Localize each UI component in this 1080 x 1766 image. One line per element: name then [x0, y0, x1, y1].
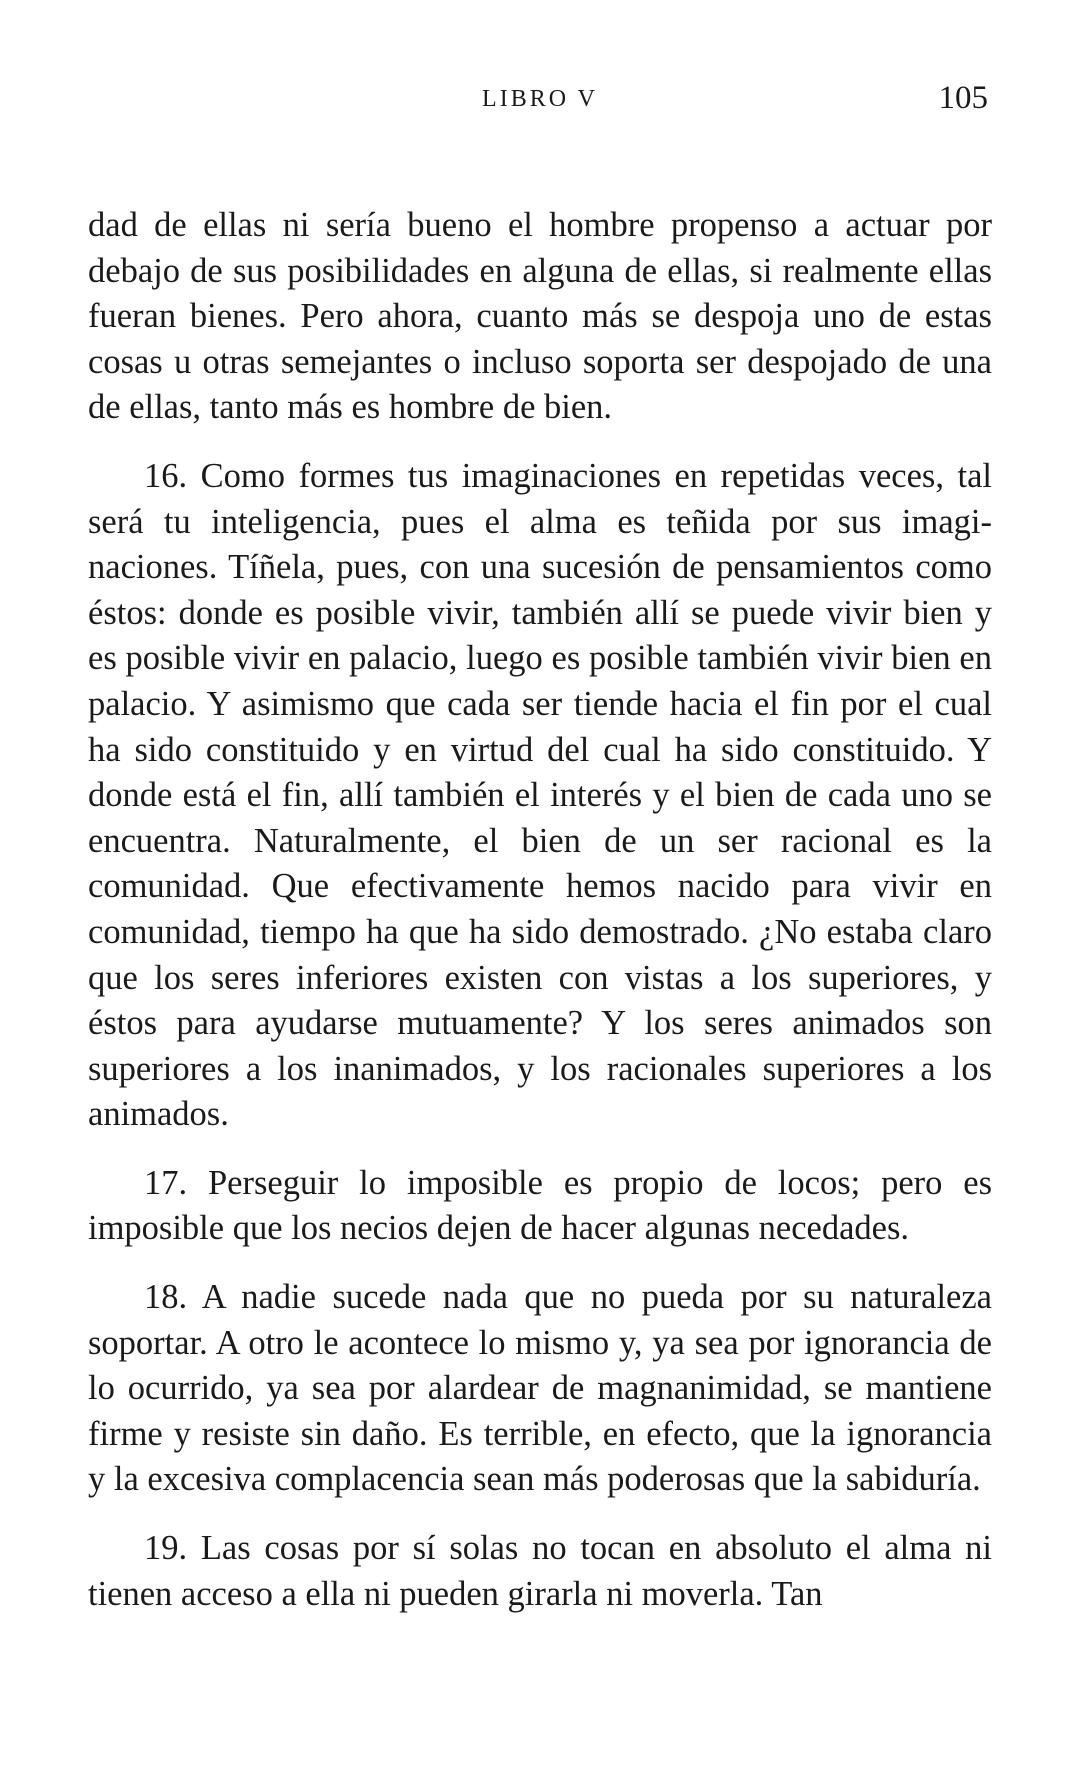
paragraph-16: 16. Como formes tus imaginaciones en repetidas veces, tal será tu inteligencia, pues el alma es teñida por sus imaginaciones. Tíñela, pues, con una sucesión de pensamientos como éstos: donde es posible vivir, también allí se puede vivir bien y es posible vivir en palacio, luego es posible también vivir bien en palacio. Y asimismo que cada ser tiende hacia el fin por el cual ha sido constituido y en virtud del cual ha sido constituido. Y donde está el fin, allí también el interés y el bien de cada uno se encuentra. Naturalmente, el bien de un ser racional es la comunidad. Que efectivamente hemos nacido para vivir en comunidad, tiempo ha que ha sido demostrado. ¿No estaba claro que los seres inferiores existen con vistas a los superiores, y éstos para ayudarse mutuamente? Y los seres animados son superiores a los inanimados, y los racionales superiores a los animados.	[88, 456, 992, 1134]
paragraph-18: 18. A nadie sucede nada que no pueda por su naturaleza soportar. A otro le acontece lo mismo y, ya sea por ignorancia de lo ocurrido, ya sea por alardear de magnanimidad, se mantiene firme y resiste sin daño. Es terrible, en efecto, que la ignorancia y la excesiva complacencia sean más poderosas que la sabiduría.	[88, 1278, 992, 1499]
page-number: 105	[938, 80, 988, 116]
book-page	[88, 0, 992, 1617]
paragraph-19: 19. Las cosas por sí solas no tocan en absoluto el alma ni tienen acceso a ella ni pueden girarla ni moverla. Tan	[88, 1529, 992, 1613]
paragraph-17: 17. Perseguir lo imposible es propio de locos; pero es imposible que los necios dejen de hacer algunas necedades.	[88, 1163, 992, 1248]
running-title: LIBRO V	[482, 86, 598, 112]
running-header	[88, 0, 992, 140]
body-text	[88, 203, 992, 1617]
paragraph-continuation: dad de ellas ni sería bueno el hombre propenso a actuar por debajo de sus posibilidades en alguna de ellas, si realmente ellas fueran bienes. Pero ahora, cuanto más se despoja uno de estas cosas u otras semejantes o incluso soporta ser despojado de una de ellas, tanto más es hombre de bien.	[88, 206, 992, 427]
